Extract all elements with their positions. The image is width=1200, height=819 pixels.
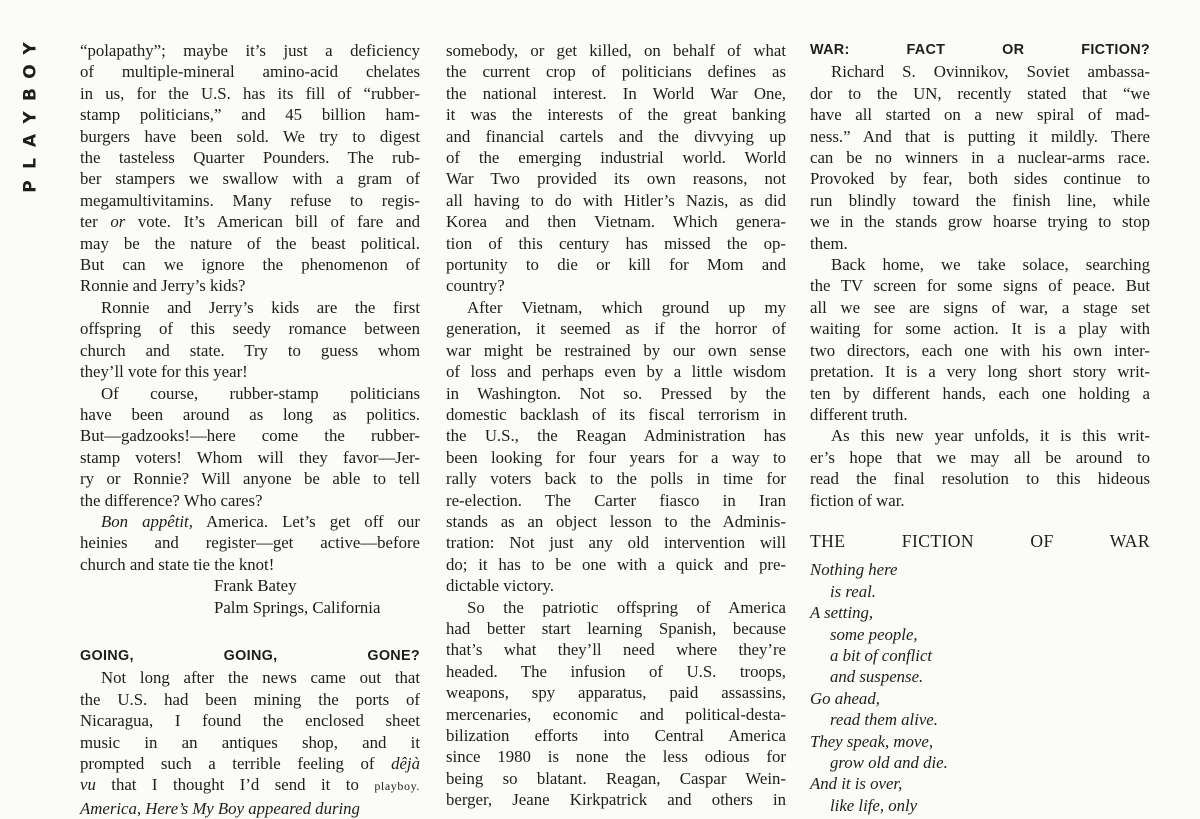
- text-line: the U.S. had been mining the ports of: [80, 689, 420, 709]
- italic-bon-appetit: Bon appêtit,: [101, 511, 193, 531]
- text-line: ry or Ronnie? Will anyone be able to tell: [80, 469, 420, 489]
- small-caps-playboy: playboy.: [374, 779, 420, 794]
- poem-line: some people,: [830, 624, 918, 644]
- text-line: music in an antiques shop, and it: [80, 732, 420, 752]
- text-line: er’s hope that we may all be around to: [810, 447, 1150, 467]
- text-line: stamp politicians,” and 45 billion ham-: [80, 105, 420, 125]
- spacer: [810, 511, 1150, 531]
- text-line: headed. The infusion of U.S. troops,: [446, 661, 786, 681]
- text-line: [80, 798, 420, 819]
- text-line: portunity to die or kill for Mom and: [446, 255, 786, 275]
- text-line: the tasteless Quarter Pounders. The rub-: [80, 148, 420, 168]
- text-line: So the patriotic offspring of America: [467, 597, 786, 617]
- text-line: can be no winners in a nuclear-arms race.: [810, 148, 1150, 168]
- text-line: of loss and perhaps even by a little wisdom: [446, 362, 786, 382]
- text-line: pretation. It is a very long short story writ-: [810, 362, 1150, 382]
- running-head-letter: P: [20, 180, 41, 193]
- poem-line: read them alive.: [830, 710, 938, 730]
- text-line: Not long after the news came out that: [101, 668, 420, 688]
- text-line: in Washington. Not so. Pressed by the: [446, 383, 786, 403]
- text-line: dor to the UN, recently stated that “we: [810, 83, 1150, 103]
- section-heading: WAR: FACT OR FICTION?: [810, 42, 1150, 58]
- text-line: domestic backlash of its fiscal terrorism in: [446, 404, 786, 424]
- running-head-letter: Y: [20, 42, 41, 55]
- text-run: vote. It’s American bill of fare and: [125, 212, 420, 232]
- poem-line: a bit of conflict: [830, 645, 933, 665]
- text-line: Richard S. Ovinnikov, Soviet ambassa-: [831, 62, 1150, 82]
- running-head-letter: Y: [20, 111, 41, 124]
- column-middle: [446, 40, 786, 811]
- italic-vu: vu: [80, 775, 96, 795]
- text-line: But—gadzooks!—here come the rubber-: [80, 426, 420, 446]
- poem-line: grow old and die.: [830, 753, 948, 772]
- text-line: [80, 511, 420, 532]
- poem-line: like life, only: [830, 795, 918, 815]
- text-line: since 1980 is none the less odious for: [446, 747, 786, 767]
- text-line: been looking for four years for a way to: [446, 447, 786, 467]
- text-line: tion of this century has missed the op-: [446, 233, 786, 253]
- text-line: church and state tie the knot!: [80, 554, 275, 574]
- text-line: Ronnie and Jerry’s kids?: [80, 276, 246, 296]
- text-line: somebody, or get killed, on behalf of what: [446, 41, 786, 60]
- text-line: read the final resolution to this hideous: [810, 469, 1150, 489]
- text-line: tration: Not just any old intervention will: [446, 533, 786, 553]
- text-line: Nicaragua, I found the enclosed sheet: [80, 711, 420, 731]
- running-head-letter: B: [20, 88, 41, 101]
- text-line: war might be restrained by our own sense: [446, 340, 786, 360]
- text-line: of multiple-mineral amino-acid chelates: [80, 62, 420, 82]
- text-line: the national interest. In World War One,: [446, 83, 786, 103]
- text-line: bilization efforts into Central America: [446, 726, 786, 745]
- poem-line: They speak, move,: [810, 731, 934, 751]
- text-line: heinies and register—get active—before: [80, 533, 420, 553]
- text-line: berger, Jeane Kirkpatrick and others in: [446, 790, 786, 810]
- poem-line: is real.: [830, 581, 876, 601]
- text-line: do; it has to be one with a quick and pre-: [446, 554, 786, 574]
- text-line: Provoked by fear, both sides continue to: [810, 169, 1150, 189]
- running-head-letter: O: [20, 64, 41, 79]
- text-line: “polapathy”; maybe it’s just a deficiency: [80, 41, 420, 60]
- poem-line: A setting,: [810, 603, 874, 623]
- spacer: [810, 552, 1150, 559]
- column-left: [80, 40, 420, 819]
- text-line: burgers have been sold. We try to digest: [80, 126, 420, 146]
- text-run: that I thought I’d send it to: [95, 775, 375, 795]
- column-right: [810, 40, 1150, 816]
- text-line: But can we ignore the phenomenon of: [80, 255, 420, 275]
- poem-title: THE FICTION OF WAR: [810, 530, 1150, 551]
- signature-place: Palm Springs, California: [214, 597, 381, 617]
- text-line: Korea and then Vietnam. Which genera-: [446, 212, 786, 232]
- text-line: Ronnie and Jerry’s kids are the first: [101, 297, 420, 317]
- text-line: re-election. The Carter fiasco in Iran: [446, 490, 786, 510]
- text-run: ter: [80, 212, 111, 232]
- text-line: we in the stands grow hoarse trying to stop: [810, 212, 1150, 232]
- text-line: [80, 774, 420, 797]
- italic-deja: dêjà: [391, 754, 420, 773]
- text-line: the current crop of politicians defines as: [446, 62, 786, 82]
- text-line: have been around as long as politics.: [80, 404, 420, 424]
- text-line: being so blatant. Reagan, Caspar Wein-: [446, 768, 786, 788]
- text-line: Back home, we take solace, searching: [831, 255, 1150, 275]
- text-line: church and state. Try to guess whom: [80, 340, 420, 360]
- text-run: America. Let’s get off our: [192, 511, 421, 531]
- poem: [810, 559, 1150, 816]
- text-line: stamp voters! Whom will they favor—Jer-: [80, 447, 420, 467]
- text-line: that’s what they’ll need where they’re: [446, 640, 786, 660]
- text-line: all having to do with Hitler’s Nazis, as did: [446, 190, 786, 210]
- text-line: them.: [810, 233, 848, 253]
- text-line: waiting for some action. It is a play with: [810, 319, 1150, 339]
- section-heading: GOING, GOING, GONE?: [80, 647, 420, 664]
- text-line: ten by different hands, each one holding a: [810, 383, 1150, 403]
- spacer: [80, 618, 420, 646]
- text-line: ness.” And that is putting it mildly. There: [810, 126, 1150, 146]
- text-line: in us, for the U.S. has its fill of “rubber-: [80, 83, 420, 103]
- text-line: Of course, rubber-stamp politicians: [101, 383, 420, 403]
- text-line: offspring of this seedy romance between: [80, 319, 420, 339]
- text-line: the difference? Who cares?: [80, 490, 263, 510]
- text-line: run blindly toward the finish line, while: [810, 190, 1150, 210]
- text-line: megamultivitamins. Many refuse to regis-: [80, 190, 420, 210]
- poem-line: Go ahead,: [810, 688, 880, 708]
- text-line: have all started on a new spiral of mad-: [810, 105, 1150, 125]
- text-line: rally voters back to the polls in time for: [446, 469, 786, 489]
- running-head-letter: A: [20, 133, 41, 148]
- poem-line: And it is over,: [810, 774, 903, 794]
- text-line: they’ll vote for this year!: [80, 362, 248, 382]
- text-line: stands as an object lesson to the Adminis-: [446, 511, 786, 531]
- poem-line: and suspense.: [830, 667, 924, 687]
- text-line: the TV screen for some signs of peace. But: [810, 276, 1150, 296]
- text-line: fiction of war.: [810, 490, 905, 510]
- poem-line: Nothing here: [810, 560, 898, 580]
- signature-name: Frank Batey: [214, 576, 297, 596]
- text-line: [80, 753, 420, 774]
- text-line: of the emerging industrial world. World: [446, 148, 786, 168]
- text-line: two directors, each one with his own inter-: [810, 340, 1150, 360]
- text-line: dictable victory.: [446, 576, 554, 596]
- text-line: all we see are signs of war, a stage set: [810, 297, 1150, 317]
- text-line: After Vietnam, which ground up my: [467, 297, 786, 317]
- text-line: War Two provided its own reasons, not: [446, 169, 786, 189]
- text-line: generation, it seemed as if the horror of: [446, 319, 786, 339]
- text-line: different truth.: [810, 404, 908, 424]
- playboy-running-head: [18, 40, 44, 240]
- text-line: and financial cartels and the divvying up: [446, 126, 786, 146]
- text-line: had better start learning Spanish, because: [446, 618, 786, 638]
- italic-title: America, Here’s My Boy appeared during: [80, 798, 360, 818]
- text-line: country?: [446, 276, 505, 296]
- text-line: the U.S., the Reagan Administration has: [446, 426, 786, 446]
- text-line: weapons, spy apparatus, paid assassins,: [446, 683, 786, 703]
- running-head-letter: L: [20, 158, 41, 169]
- text-run: prompted such a terrible feeling of: [80, 754, 392, 773]
- text-line: mercenaries, economic and political-desta-: [446, 704, 786, 724]
- text-line: may be the nature of the beast political.: [80, 233, 420, 253]
- text-line: As this new year unfolds, it is this writ-: [831, 426, 1150, 446]
- text-line: it was the interests of the great banking: [446, 105, 786, 125]
- text-line: [80, 211, 420, 232]
- text-line: ber stampers we swallow with a gram of: [80, 169, 420, 189]
- italic-or: or: [110, 212, 126, 232]
